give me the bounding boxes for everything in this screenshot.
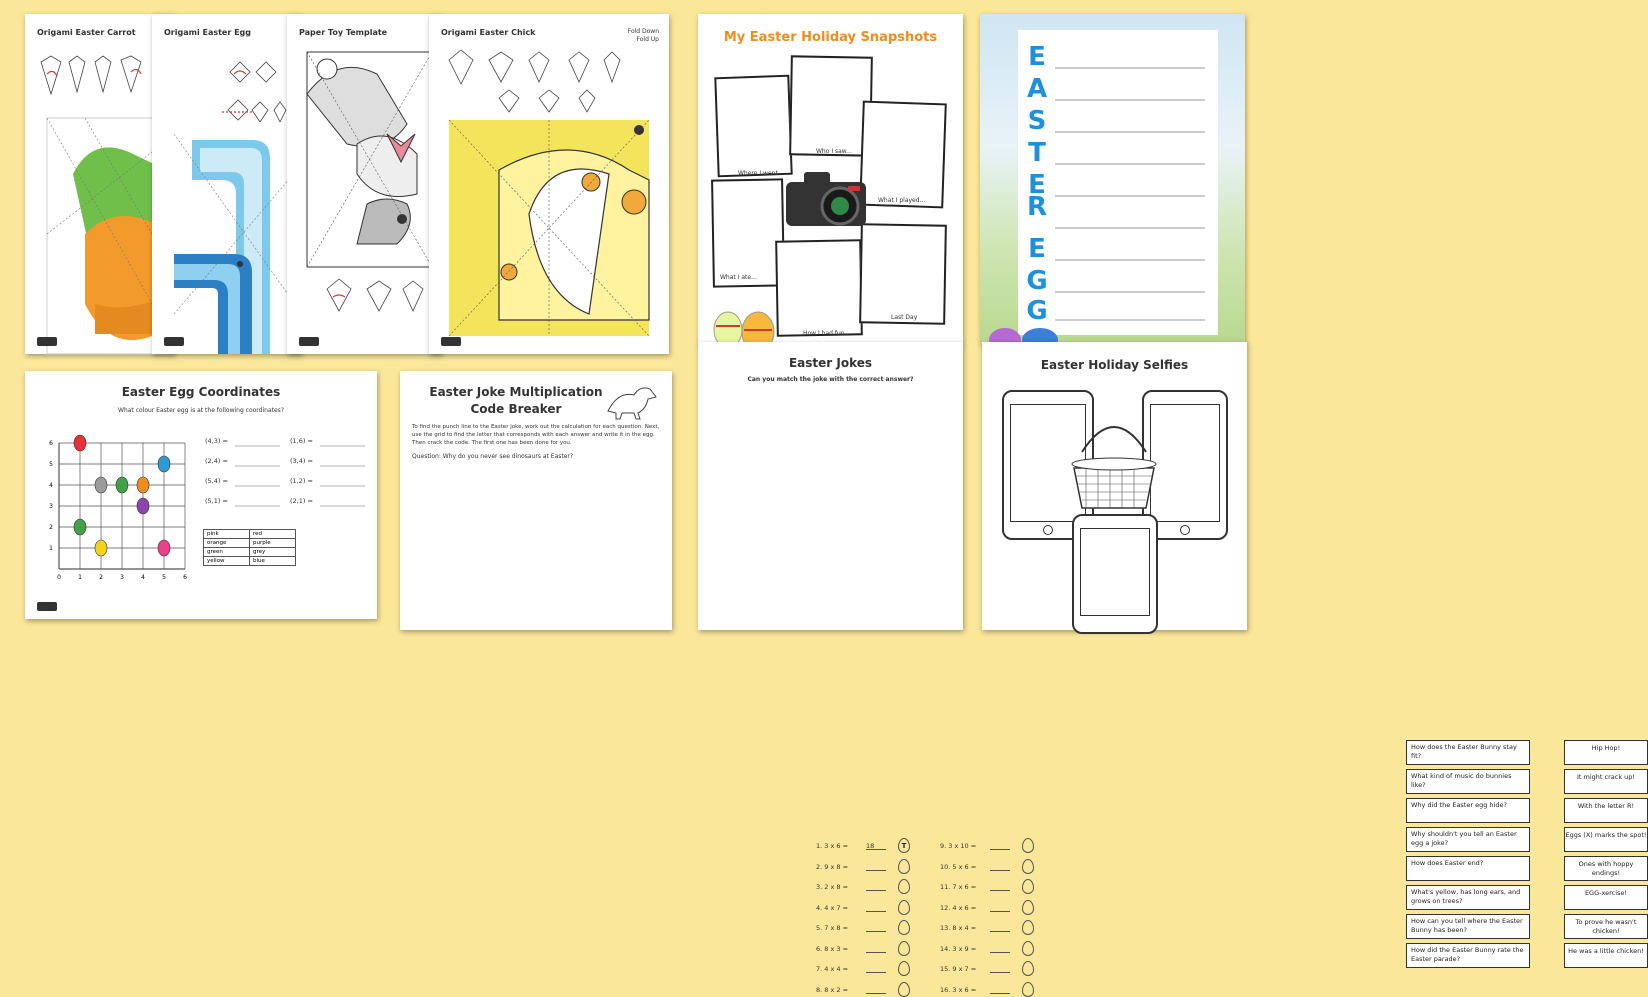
key-cell: yellow	[204, 557, 250, 566]
instructions: To find the punch line to the Easter joke, work out the calculation for each question. Next, use the grid to find the letter that corresponds with each answer and write it in the egg. Then crack the code. The first one has been done for you.	[412, 424, 660, 446]
easter-egg-marker	[74, 435, 86, 451]
joke-answer-box[interactable]: EGG-xercise!	[1564, 885, 1648, 910]
calc-question: 10. 5 x 6 =	[940, 862, 977, 871]
calc-question: 11. 7 x 6 =	[940, 883, 977, 891]
answer-field[interactable]	[990, 863, 1010, 871]
photo-frame	[859, 223, 947, 324]
key-cell: grey	[250, 548, 296, 557]
acrostic-write-lines	[1055, 40, 1215, 330]
origami-diagram-chick	[429, 14, 669, 354]
coord-question: (3,4) =	[290, 457, 313, 465]
y-tick-label: 2	[49, 524, 53, 531]
x-tick-label: 0	[57, 574, 61, 581]
answer-lines	[205, 437, 375, 517]
easter-egg-marker	[74, 519, 86, 535]
paper-toy-diagram	[287, 14, 442, 354]
joke-question-box[interactable]: How does Easter end?	[1406, 856, 1530, 881]
brand-logo	[37, 602, 57, 611]
y-tick-label: 5	[49, 461, 53, 468]
x-tick-label: 3	[120, 574, 124, 581]
sheet-title: Easter Holiday Selfies	[1040, 358, 1189, 372]
x-tick-label: 5	[162, 574, 166, 581]
joke-answer-box[interactable]: With the letter R!	[1564, 798, 1648, 823]
coordinates-sheet	[25, 371, 377, 619]
y-tick-label: 3	[49, 503, 53, 510]
joke-question-box[interactable]: What's yellow, has long ears, and grows on trees?	[1406, 885, 1530, 910]
egg-letter-field[interactable]	[898, 920, 910, 935]
key-cell: pink	[204, 530, 250, 539]
egg-letter-field[interactable]: T	[898, 838, 910, 853]
sheet-title: Paper Toy Template	[299, 28, 388, 37]
legend-fold-down: Fold Down	[627, 28, 659, 35]
coord-question: (1,2) =	[290, 477, 313, 485]
calc-question: 13. 8 x 4 =	[940, 924, 977, 932]
joke-answer-box[interactable]: Eggs (X) marks the spot!	[1564, 827, 1648, 852]
coord-question: (5,1) =	[205, 497, 228, 505]
calc-question: 3. 2 x 8 =	[816, 883, 849, 891]
easter-egg-marker	[95, 540, 107, 556]
paper-toy-sheet	[287, 14, 442, 354]
answer-field[interactable]	[990, 965, 1010, 973]
joke-question-box[interactable]: Why did the Easter egg hide?	[1406, 798, 1530, 823]
joke-answer-box[interactable]: He was a little chicken!	[1564, 943, 1648, 968]
egg-letter-field[interactable]	[898, 900, 910, 915]
coord-question: (5,4) =	[205, 477, 228, 485]
coord-question: (2,1) =	[290, 497, 313, 505]
egg-letter-field[interactable]	[1022, 859, 1034, 874]
calc-question: 14. 3 x 9 =	[940, 944, 977, 953]
calc-question: 16. 3 x 6 =	[940, 985, 977, 994]
colour-key-table	[203, 529, 296, 566]
caption-who-i-saw: Who I saw...	[816, 148, 852, 155]
origami-diagram-egg	[152, 14, 302, 354]
answer-field[interactable]	[866, 965, 886, 973]
egg-letter-field[interactable]	[898, 859, 910, 874]
acrostic-letter: T	[1028, 138, 1046, 168]
acrostic-letter: G	[1026, 296, 1048, 326]
key-cell: blue	[250, 557, 296, 566]
sheet-title: Origami Easter Chick	[441, 28, 536, 37]
acrostic-letter: G	[1026, 266, 1048, 296]
key-cell: green	[204, 548, 250, 557]
calc-question: 7. 4 x 4 =	[816, 965, 849, 973]
photo-frame	[859, 101, 947, 209]
basket-icon	[1064, 412, 1164, 522]
answer-field[interactable]	[866, 883, 886, 891]
calc-question: 8. 8 x 2 =	[816, 985, 849, 994]
key-cell: red	[250, 530, 296, 539]
egg-letter-field[interactable]	[1022, 982, 1034, 997]
egg-letter-field[interactable]	[1022, 900, 1034, 915]
x-tick-label: 1	[78, 574, 82, 581]
x-tick-label: 6	[183, 574, 187, 581]
x-tick-label: 4	[141, 574, 145, 581]
caption-what-i-ate: What I ate...	[720, 274, 757, 281]
egg-letter-field[interactable]	[1022, 941, 1034, 956]
sheet-title: Easter Egg Coordinates	[121, 385, 281, 399]
calc-question: 2. 9 x 8 =	[816, 862, 849, 871]
easter-egg-marker	[137, 498, 149, 514]
key-cell: orange	[204, 539, 250, 548]
egg-letter-field[interactable]	[898, 879, 910, 894]
answer-field[interactable]	[866, 863, 886, 871]
calc-question: 1. 3 x 6 =	[816, 842, 849, 850]
coordinate-grid	[33, 429, 193, 589]
egg-letter-field[interactable]	[898, 982, 910, 997]
easter-eggs-decoration	[708, 306, 788, 346]
acrostic-letter: R	[1026, 192, 1048, 222]
calc-question: 9. 3 x 10 =	[940, 842, 977, 850]
sheet-title: My Easter Holiday Snapshots	[723, 30, 938, 45]
acrostic-letter: E	[1028, 234, 1046, 264]
easter-egg-marker	[158, 456, 170, 472]
joke-question-box[interactable]: What kind of music do bunnies like?	[1406, 769, 1530, 794]
answer-field[interactable]	[866, 924, 886, 932]
acrostic-letter: E	[1028, 42, 1046, 72]
egg-letter-field[interactable]	[1022, 920, 1034, 935]
joke-answer-box[interactable]: Ones with hoppy endings!	[1564, 856, 1648, 881]
answer-field[interactable]	[866, 986, 886, 994]
brand-logo	[37, 337, 57, 346]
easter-egg-marker	[95, 477, 107, 493]
key-cell: purple	[250, 539, 296, 548]
acrostic-letter: E	[1028, 170, 1046, 200]
egg-letter-field[interactable]	[1022, 961, 1034, 976]
calc-question: 15. 9 x 7 =	[940, 965, 977, 973]
answer-field[interactable]	[990, 945, 1010, 953]
selfies-sheet	[982, 342, 1247, 630]
calc-question: 4. 4 x 7 =	[816, 903, 849, 912]
caption-where-i-went: Where I went...	[738, 170, 784, 177]
joke-answer-box[interactable]: Hip Hop!	[1564, 740, 1648, 765]
x-tick-label: 2	[99, 574, 103, 581]
y-tick-label: 4	[49, 482, 53, 489]
phone-frame	[1072, 514, 1158, 634]
answer-field[interactable]	[990, 883, 1010, 891]
brand-logo	[299, 337, 319, 346]
joke-question-box[interactable]: Why shouldn't you tell an Easter egg a joke?	[1406, 827, 1530, 852]
brand-logo	[441, 337, 461, 346]
answer-field[interactable]	[990, 904, 1010, 912]
easter-egg-marker	[116, 477, 128, 493]
joke-question: Question: Why do you never see dinosaurs at Easter?	[412, 453, 574, 460]
origami-egg-sheet	[152, 14, 302, 354]
sheet-title: Origami Easter Egg	[164, 28, 251, 37]
calc-question: 5. 7 x 8 =	[816, 924, 849, 932]
acrostic-letter: A	[1026, 74, 1048, 104]
photo-frame	[714, 75, 792, 178]
egg-letter-field[interactable]	[1022, 879, 1034, 894]
coord-question: (1,6) =	[290, 437, 313, 445]
egg-letter-field[interactable]	[898, 961, 910, 976]
caption-last-day: Last Day	[891, 314, 918, 321]
joke-question-box[interactable]: How can you tell where the Easter Bunny has been?	[1406, 914, 1530, 939]
sheet-title-line2: Code Breaker	[470, 402, 562, 416]
answer-field[interactable]	[866, 945, 886, 953]
photo-frame	[711, 178, 785, 287]
acrostic-letter: S	[1027, 106, 1047, 136]
easter-egg-marker	[137, 477, 149, 493]
camera-icon	[782, 164, 872, 234]
y-tick-label: 6	[49, 440, 53, 447]
sheet-title: Easter Joke Multiplication	[429, 385, 603, 399]
answer-field[interactable]	[990, 924, 1010, 932]
coord-question: (4,3) =	[205, 437, 228, 445]
caption-how-i-had-fun: How I had fun...	[803, 330, 851, 337]
photo-frame	[775, 239, 863, 336]
caption-what-i-played: What I played...	[878, 197, 926, 204]
legend-fold-up: Fold Up	[636, 36, 659, 43]
calc-question: 12. 4 x 6 =	[940, 903, 977, 912]
brand-logo	[164, 337, 184, 346]
egg-letter-field[interactable]	[1022, 838, 1034, 853]
dinosaur-icon	[604, 381, 660, 421]
easter-egg-marker	[158, 540, 170, 556]
answer-field[interactable]	[866, 904, 886, 912]
joke-question-box[interactable]: How does the Easter Bunny stay fit?	[1406, 740, 1530, 765]
joke-answer-box[interactable]: It might crack up!	[1564, 769, 1648, 794]
sheet-title: Easter Jokes	[788, 356, 873, 370]
calc-question: 6. 8 x 3 =	[816, 944, 849, 953]
sheet-subtitle: Can you match the joke with the correct answer?	[747, 376, 914, 383]
snapshots-sheet	[698, 14, 963, 344]
sheet-title: Origami Easter Carrot	[37, 28, 136, 37]
coord-question: (2,4) =	[205, 457, 228, 465]
y-tick-label: 1	[49, 545, 53, 552]
egg-letter-field[interactable]	[898, 941, 910, 956]
joke-question-box[interactable]: How did the Easter Bunny rate the Easter parade?	[1406, 943, 1530, 968]
answer-field[interactable]: 18	[866, 842, 886, 850]
photo-frame	[789, 55, 873, 156]
answer-field[interactable]	[990, 842, 1010, 850]
sheet-subtitle: What colour Easter egg is at the following coordinates?	[118, 407, 284, 414]
answer-field[interactable]	[990, 986, 1010, 994]
origami-chick-sheet	[429, 14, 669, 354]
joke-answer-box[interactable]: To prove he wasn't chicken!	[1564, 914, 1648, 939]
